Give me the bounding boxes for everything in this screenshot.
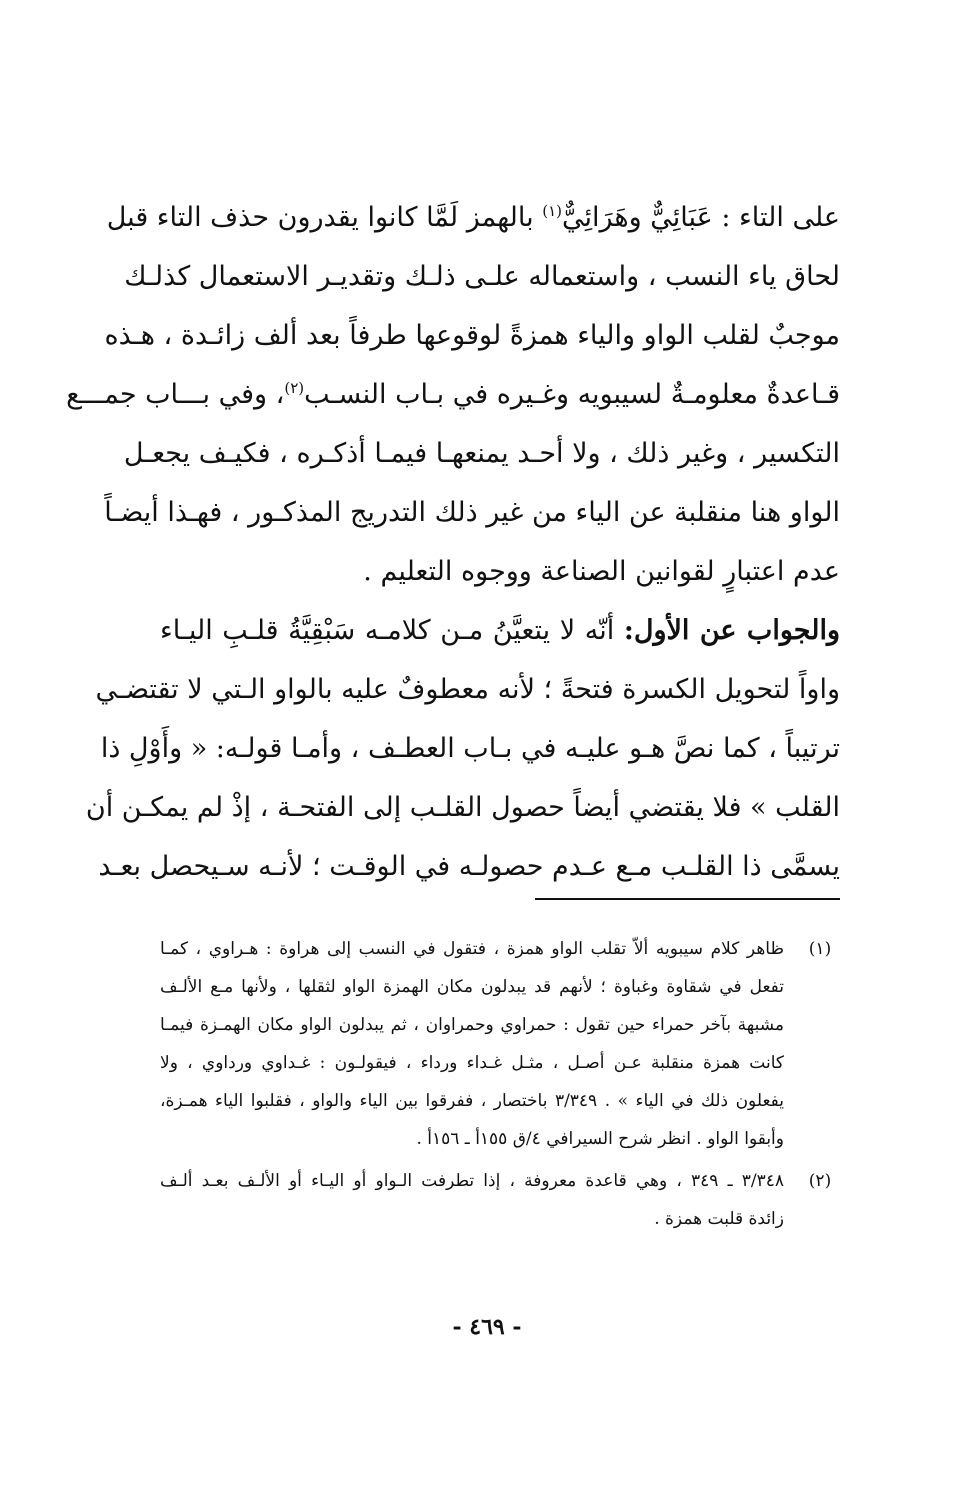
footnote-ref-2[interactable]: (٢) [284, 379, 305, 397]
footnote-line: ٣/٣٤٨ ـ ٣٤٩ ، وهي قاعدة معروفة ، إذا تطرفت الـواو أو اليـاء أو الألـف بعـد ألـف [160, 1171, 784, 1191]
line-1-end: بالهمز لَمَّا كانوا يقدرون حذف التاء قبل [106, 202, 543, 233]
text-line-7: عدم اعتبارٍ لقوانين الصناعة ووجوه التعليم . [363, 556, 840, 587]
text-line-8 [160, 601, 840, 660]
text-line-5: التكسير ، وغير ذلك ، ولا أحـد يمنعهـا فيمـا أذكـره ، فكيـف يجعـل [123, 438, 840, 469]
line-4-end: ، وفي بـــاب جمـــع [66, 379, 285, 410]
footnote-line: زائدة قلبت همزة . [654, 1209, 784, 1229]
text-line-9: واواً لتحويل الكسرة فتحةً ؛ لأنه معطوفٌ عليه بالواو الـتي لا تقتضـي [95, 674, 840, 705]
footnote-number: (١) [808, 939, 832, 959]
text-line-10: ترتيباً ، كما نصَّ هـو عليـه في بـاب العطـف ، وأمـا قولـه: « وأَوْلِ ذا [100, 733, 840, 764]
answer-heading: والجواب عن الأول: [623, 615, 840, 646]
footnote-ref-1[interactable]: (١) [542, 202, 563, 220]
main-text [66, 188, 840, 896]
footnote-number: (٢) [808, 1171, 832, 1191]
footnote-line: وأبقوا الواو . انظر شرح السيرافي ٤/ق ١٥٥أ ـ ١٥٦أ . [416, 1129, 784, 1149]
footnotes [160, 930, 840, 1242]
footnote-2 [160, 1162, 840, 1238]
footnote-line: ظاهر كلام سيبويه ألاّ تقلب الواو همزة ، فتقول في النسب إلى هراوة : هـراوي ، كمـا [160, 939, 784, 959]
footnote-line: مشبهة بآخر حمراء حين تقول : حمراوي وحمراوان ، ثم يبدلون الواو مكان الهمـزة فيمـا [160, 1015, 784, 1035]
line-4-start: قـاعدةٌ معلومـةٌ لسيبويه وغـيره في بـاب النسـب [304, 379, 840, 410]
text-line-12: يسمَّى ذا القلـب مـع عـدم حصولـه في الوقـت ؛ لأنـه سـيحصل بعـد [98, 851, 840, 882]
line-1-start: على التاء : عَبَائِيٌّ وهَرَائِيٌّ [562, 202, 840, 233]
text-line-1 [106, 188, 840, 247]
text-line-2: لحاق ياء النسب ، واستعماله علـى ذلـك وتقديـر الاستعمال كذلـك [124, 261, 840, 292]
footnote-line: كانت همزة منقلبة عـن أصـل ، مثـل غـداء ورداء ، فيقولـون : غـداوي ورداوي ، ولا [160, 1053, 784, 1073]
text-line-4 [66, 365, 840, 424]
footnote-line: يفعلون ذلك في الياء » . ٣/٣٤٩ باختصار ، ففرقوا بين الياء والواو ، فقلبوا الياء همـزة، [160, 1091, 784, 1111]
text-line-3: موجبٌ لقلب الواو والياء همزةً لوقوعها طرفاً بعد ألف زائـدة ، هـذه [104, 320, 840, 351]
text-line-6: الواو هنا منقلبة عن الياء من غير ذلك التدريج المذكـور ، فهـذا أيضـاً [104, 497, 840, 528]
line-8-rest: أنّه لا يتعيَّنُ مـن كلامـه سَبْقِيَّةُ قلـبِ اليـاء [160, 615, 615, 646]
page-number: - ٤٦٩ - [452, 1314, 522, 1340]
footnote-1 [160, 930, 840, 1158]
text-line-11: القلب » فلا يقتضي أيضاً حصول القلـب إلى الفتحـة ، إذْ لم يمكـن أن [85, 792, 840, 823]
footnote-line: تفعل في شقاوة وغباوة ؛ لأنهم قد يبدلون مكان الهمزة الواو لثقلها ، ولأنها مـع الألـف [160, 977, 784, 997]
footnote-separator [535, 898, 840, 900]
